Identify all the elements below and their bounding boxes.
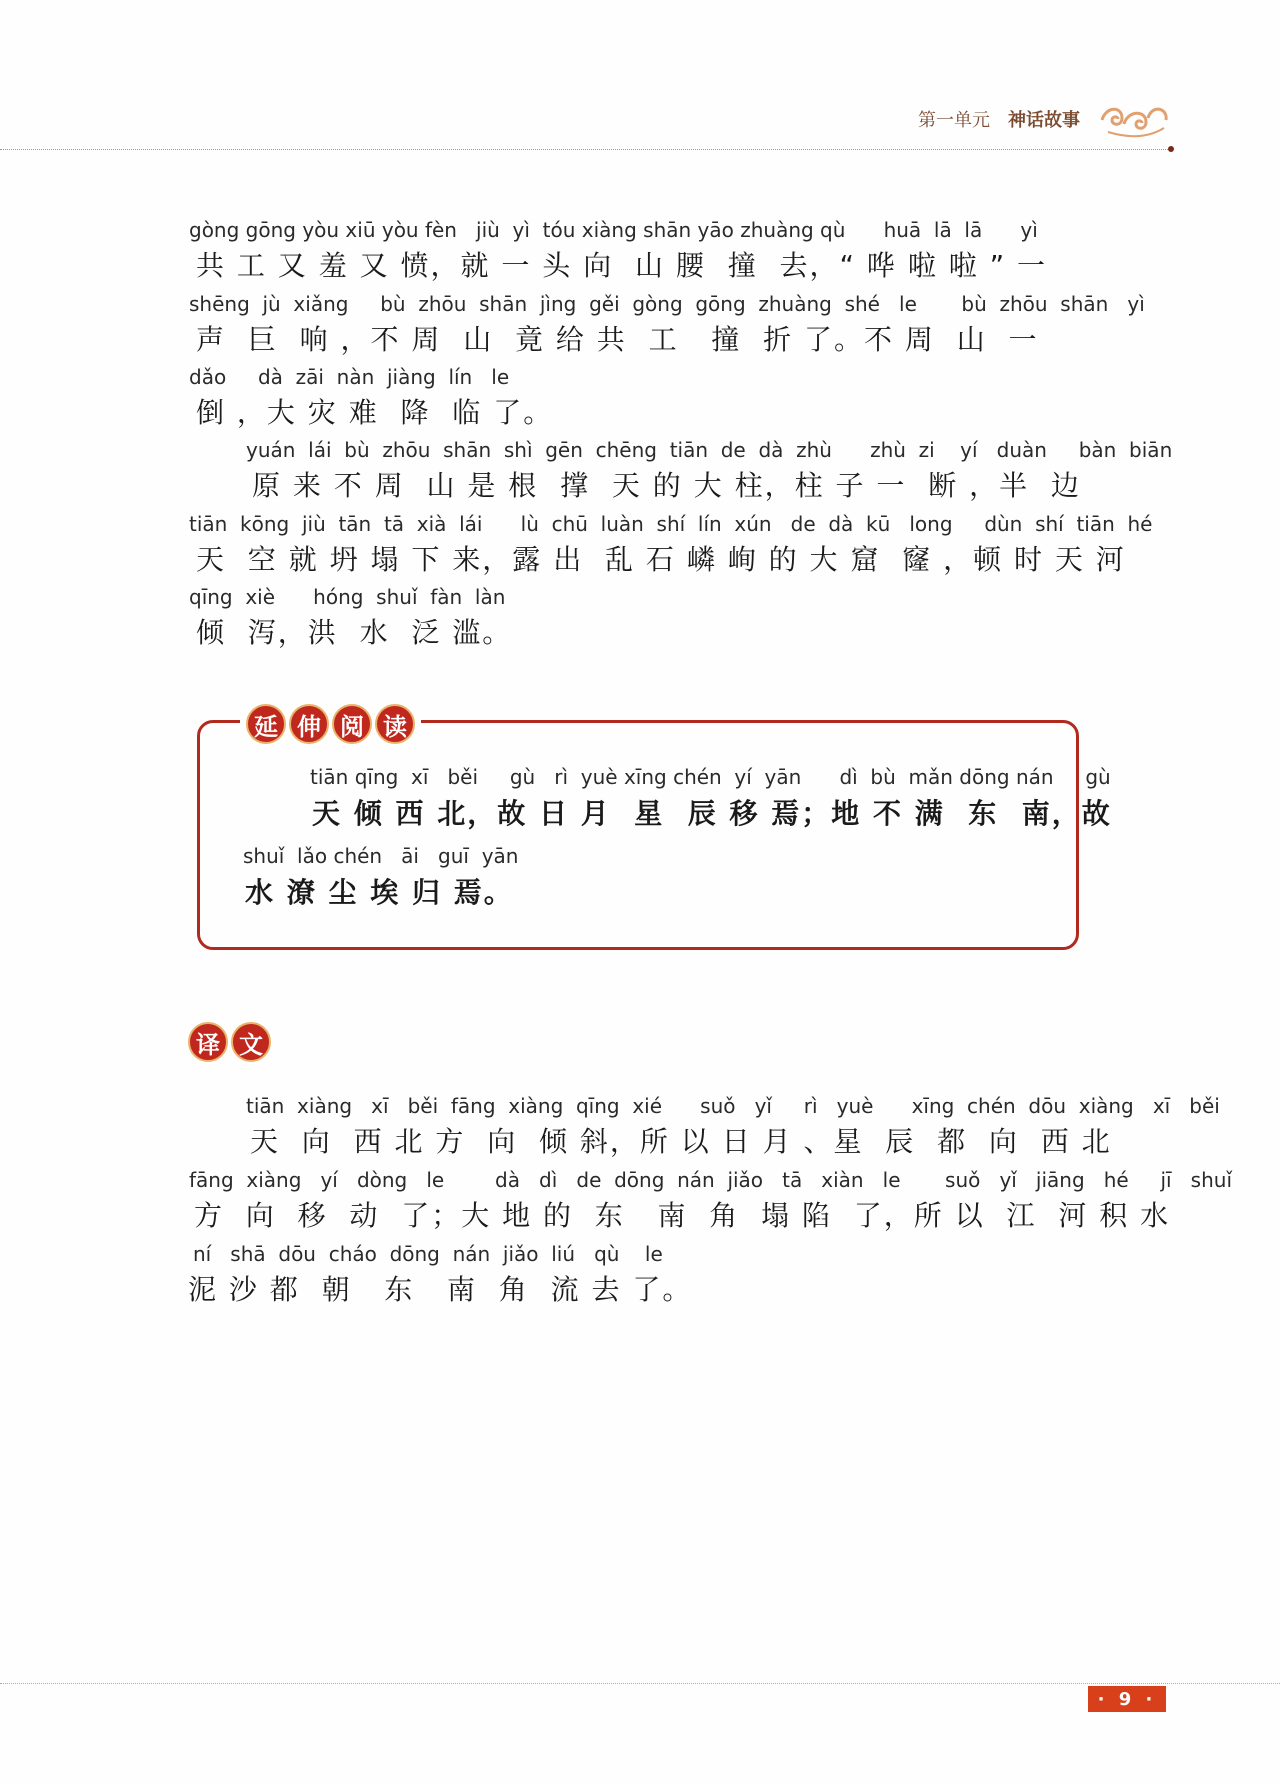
theme-label: 神话故事 (1008, 110, 1080, 131)
pinyin-line: tiān xiàng xī běi fāng xiàng qīng xié suǒ yǐ rì yuè xīng chén dōu xiàng xī běi (246, 1094, 1220, 1118)
pinyin-line: qīng xiè hóng shuǐ fàn làn (189, 585, 506, 609)
pinyin-line: dǎo dà zāi nàn jiàng lín le (189, 365, 510, 389)
heading-badge: 译 (188, 1022, 228, 1062)
hanzi-line: 原 来 不 周 山 是 根 撑 天 的 大 柱，柱 子 一 断 ，半 边 (252, 469, 1081, 502)
unit-label: 第一单元 (918, 110, 990, 131)
cloud-swirl-ornament-icon (1098, 98, 1170, 140)
translation-heading (188, 1022, 271, 1062)
running-header (918, 98, 1170, 140)
hanzi-line: 天 倾 西 北，故 日 月 星 辰 移 焉；地 不 满 东 南，故 (312, 797, 1112, 830)
hanzi-line: 泥 沙 都 朝 东 南 角 流 去 了。 (188, 1273, 693, 1306)
header-divider (0, 149, 1172, 150)
hanzi-line: 声 巨 响 ，不 周 山 竟 给 共 工 撞 折 了。不 周 山 一 (196, 323, 1039, 356)
hanzi-line: 倾 泻，洪 水 泛 滥。 (196, 616, 513, 649)
pinyin-line: shēng jù xiǎng bù zhōu shān jìng gěi gòng gōng zhuàng shé le bù zhōu shān yì (189, 292, 1145, 316)
hanzi-line: 方 向 移 动 了；大 地 的 东 南 角 塌 陷 了，所 以 江 河 积 水 (194, 1199, 1171, 1232)
hanzi-line: 共 工 又 羞 又 愤，就 一 头 向 山 腰 撞 去，“ 哗 啦 啦 ” 一 (196, 249, 1048, 282)
pinyin-line: fāng xiàng yí dòng le dà dì de dōng nán jiǎo tā xiàn le suǒ yǐ jiāng hé jī shuǐ (189, 1168, 1233, 1192)
pinyin-line: tiān qīng xī běi gù rì yuè xīng chén yí yān dì bù mǎn dōng nán gù (310, 765, 1111, 789)
extension-reading-box (197, 720, 1079, 950)
heading-badge: 读 (375, 704, 415, 744)
pinyin-line: shuǐ lǎo chén āi guī yān (243, 844, 519, 868)
heading-badge: 伸 (289, 704, 329, 744)
pinyin-line: yuán lái bù zhōu shān shì gēn chēng tiān de dà zhù zhù zi yí duàn bàn biān (246, 438, 1173, 462)
hanzi-line: 倒 ，大 灾 难 降 临 了。 (196, 396, 554, 429)
pinyin-line: ní shā dōu cháo dōng nán jiǎo liú qù le (193, 1242, 663, 1266)
extension-reading-heading (240, 704, 421, 744)
page-number: · 9 · (1088, 1686, 1166, 1712)
hanzi-line: 天 向 西 北 方 向 倾 斜，所 以 日 月 、星 辰 都 向 西 北 (250, 1125, 1112, 1158)
pinyin-line: gòng gōng yòu xiū yòu fèn jiù yì tóu xiàng shān yāo zhuàng qù huā lā lā yì (189, 218, 1038, 242)
hanzi-line: 水 潦 尘 埃 归 焉。 (245, 876, 514, 909)
hanzi-line: 天 空 就 坍 塌 下 来，露 出 乱 石 嶙 峋 的 大 窟 窿 ，顿 时 天 河 (196, 543, 1126, 576)
heading-badge: 文 (231, 1022, 271, 1062)
pinyin-line: tiān kōng jiù tān tā xià lái lù chū luàn shí lín xún de dà kū long dùn shí tiān hé (189, 512, 1153, 536)
heading-badge: 阅 (332, 704, 372, 744)
heading-badge: 延 (246, 704, 286, 744)
footer-divider (0, 1683, 1280, 1684)
header-divider-dot (1168, 146, 1174, 152)
